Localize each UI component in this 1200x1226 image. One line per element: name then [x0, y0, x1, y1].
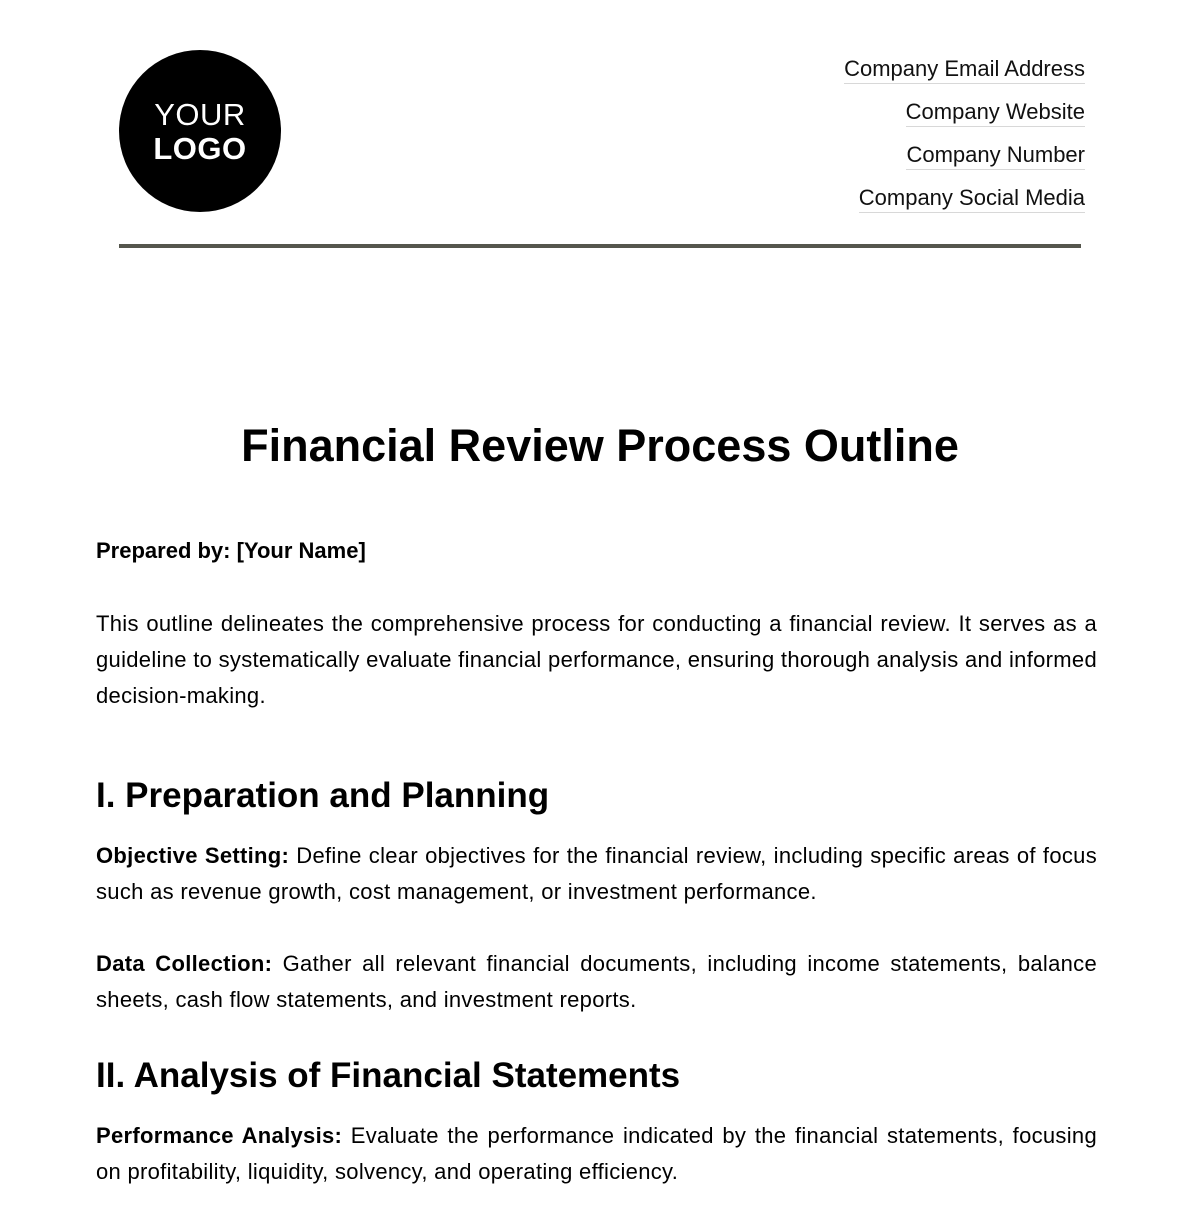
header-divider	[119, 244, 1081, 248]
logo-text-line1: YOUR	[154, 96, 246, 132]
objective-setting-text: Define clear objectives for the financial review, including specific areas of focus such as revenue growth, cost management, or investment performance.	[96, 843, 1097, 904]
data-collection-label: Data Collection:	[96, 951, 273, 976]
objective-setting-label: Objective Setting:	[96, 843, 290, 868]
document-body	[96, 534, 1097, 1226]
performance-analysis-label: Performance Analysis:	[96, 1123, 343, 1148]
company-email-field[interactable]: Company Email Address	[844, 56, 1085, 84]
company-logo	[119, 50, 281, 212]
section-heading-analysis-financial-statements: II. Analysis of Financial Statements	[96, 1056, 681, 1095]
logo-text-line2: LOGO	[153, 130, 247, 166]
data-collection-text: Gather all relevant financial documents, including income statements, balance sheets, cash flow statements, and investment reports.	[96, 951, 1097, 1012]
company-contact-block	[844, 56, 1085, 228]
intro-paragraph: This outline delineates the comprehensive process for conducting a financial review. It serves as a guideline to systematically evaluate financial performance, ensuring thorough analysis and informed decision-making.	[96, 611, 1097, 708]
performance-analysis-text: Evaluate the performance indicated by the financial statements, focusing on profitability, liquidity, solvency, and operating efficiency.	[96, 1123, 1097, 1184]
section-heading-preparation-planning: I. Preparation and Planning	[96, 776, 550, 815]
company-social-media-field[interactable]: Company Social Media	[859, 185, 1085, 213]
company-number-field[interactable]: Company Number	[906, 142, 1085, 170]
paragraph-objective-setting	[96, 838, 1097, 910]
company-website-field[interactable]: Company Website	[906, 99, 1085, 127]
document-title: Financial Review Process Outline	[241, 420, 959, 471]
prepared-by-line: Prepared by: [Your Name]	[96, 538, 366, 563]
paragraph-data-collection	[96, 946, 1097, 1018]
paragraph-performance-analysis	[96, 1118, 1097, 1190]
